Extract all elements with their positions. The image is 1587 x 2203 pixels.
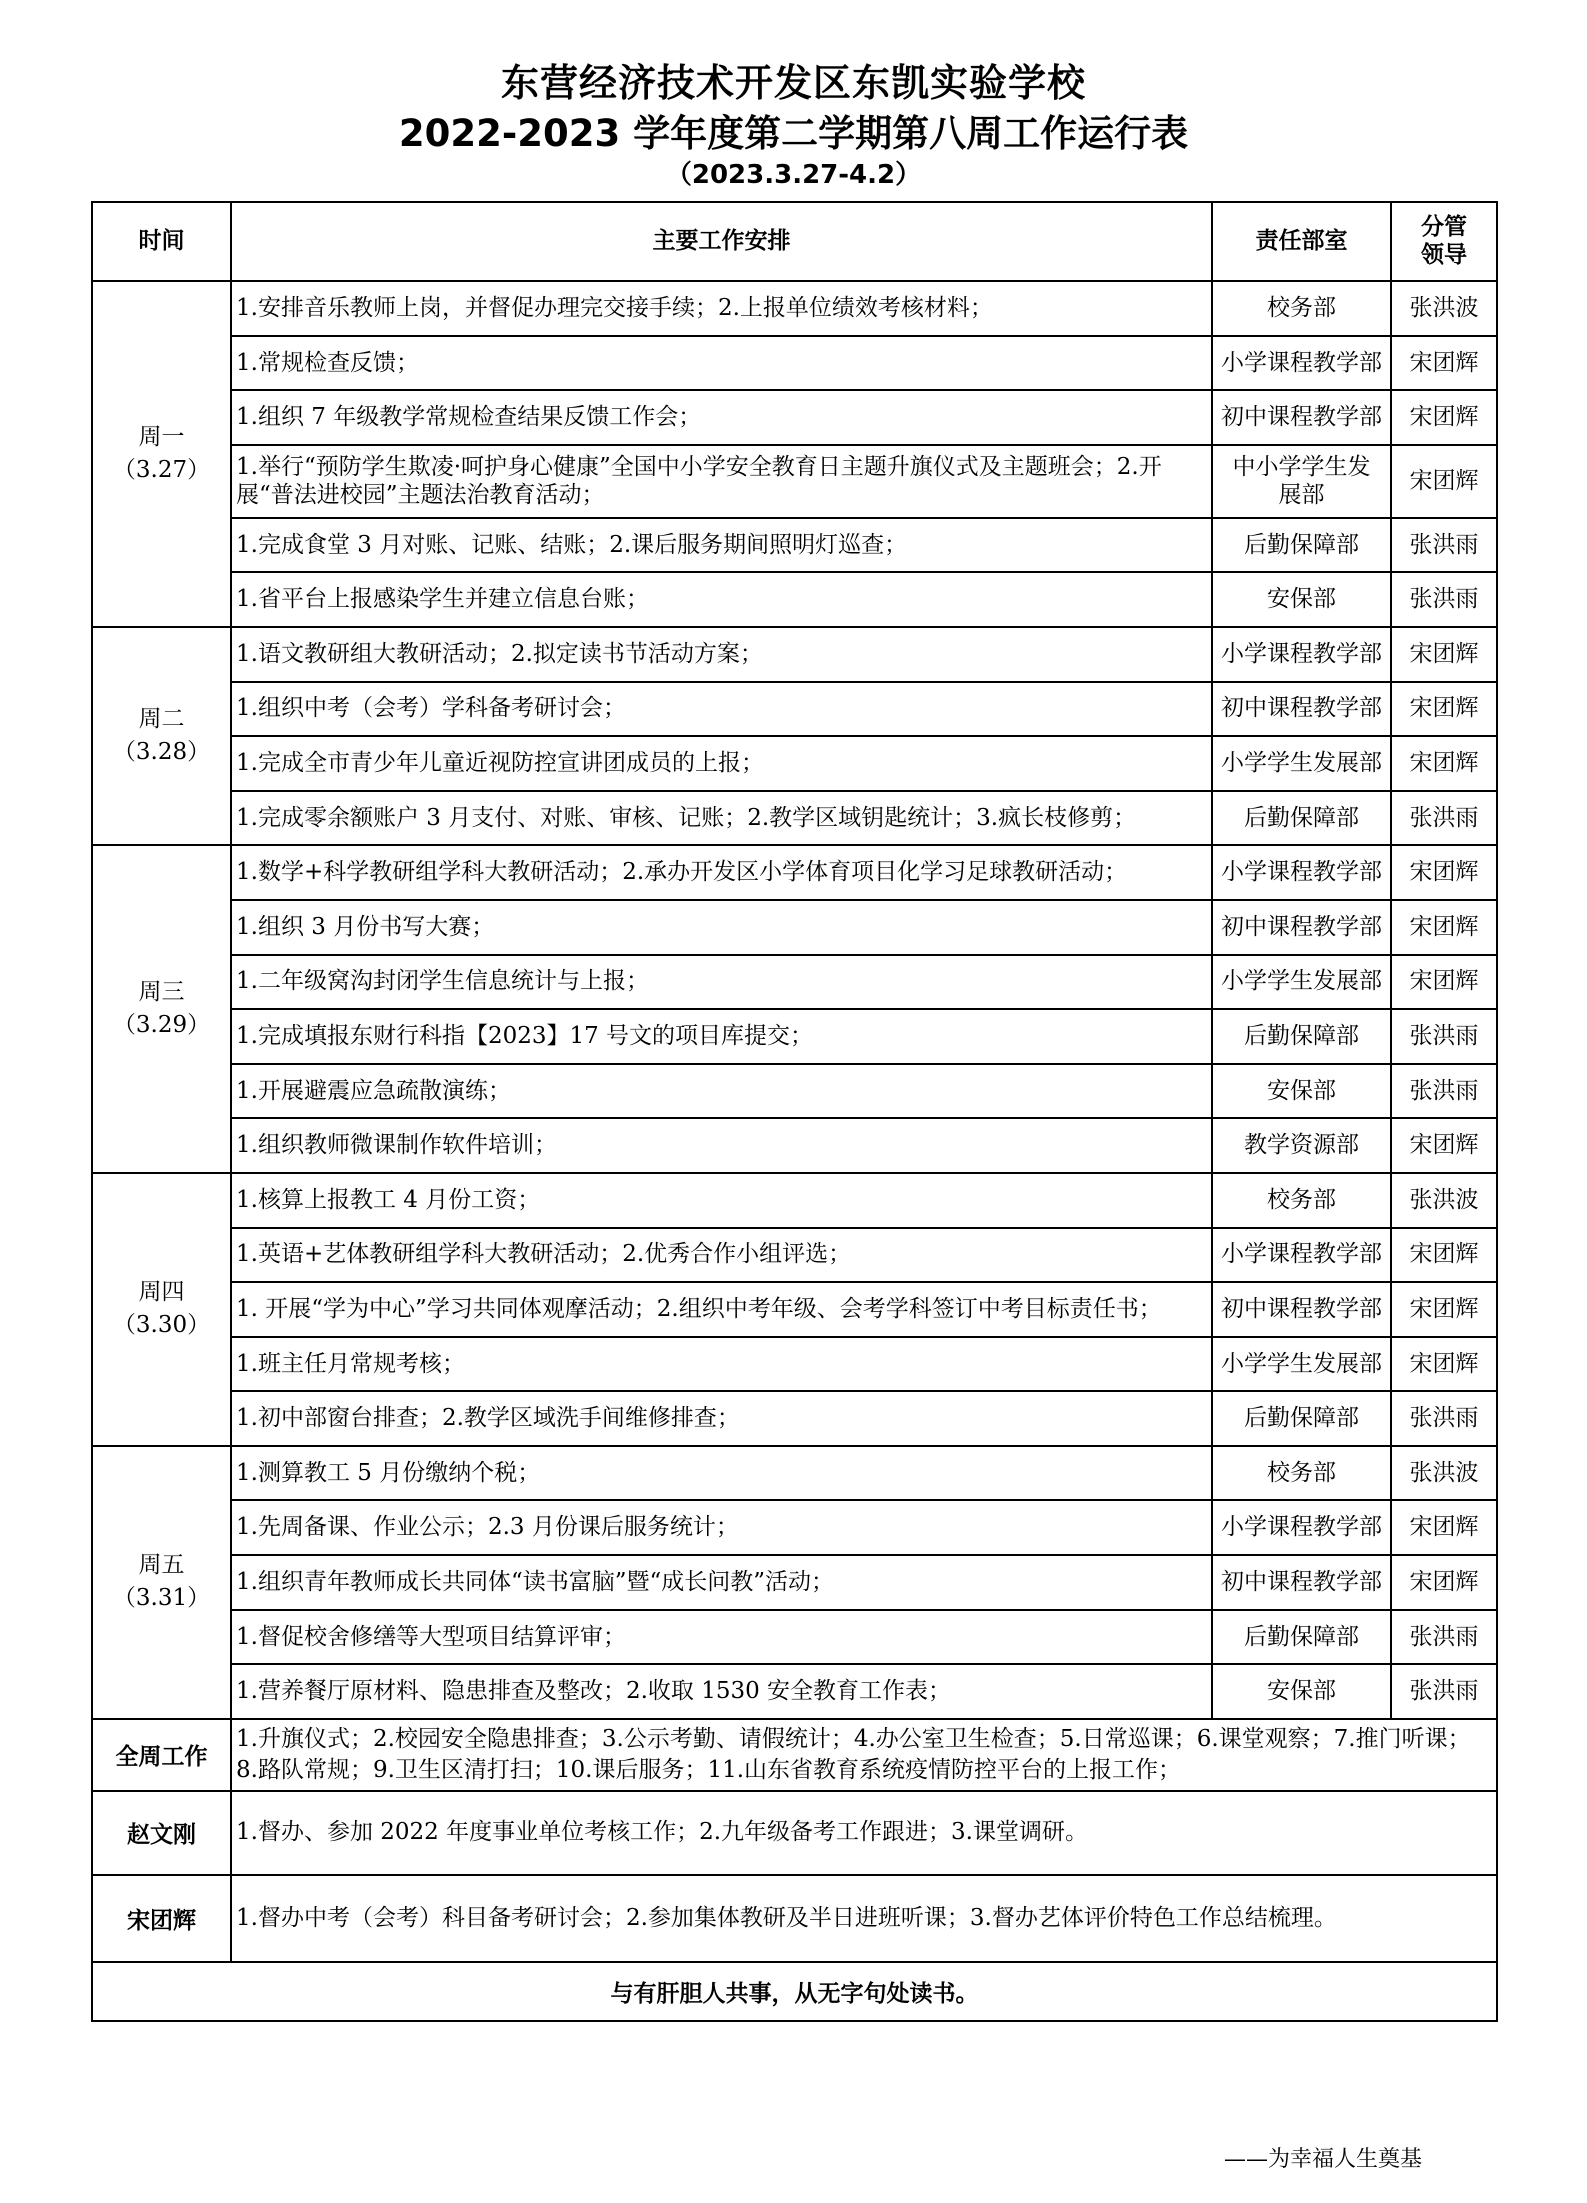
day-cell: [92, 627, 231, 845]
leader-cell: 宋团辉: [1391, 1337, 1497, 1392]
task-cell: 1.班主任月常规考核；: [231, 1337, 1212, 1392]
day-date: （3.31）: [112, 1585, 211, 1612]
task-cell: 1.举行“预防学生欺凌·呵护身心健康”全国中小学安全教育日主题升旗仪式及主题班会；2.开展“普法进校园”主题法治教育活动；: [231, 445, 1212, 518]
table-row: [92, 1555, 1497, 1610]
dept-cell: 安保部: [1212, 1664, 1391, 1719]
leader-cell: 张洪雨: [1391, 572, 1497, 627]
dept-cell: 小学学生发展部: [1212, 736, 1391, 791]
leader-cell: 宋团辉: [1391, 627, 1497, 682]
leader-cell: 张洪雨: [1391, 1391, 1497, 1446]
leader-cell: 张洪雨: [1391, 1064, 1497, 1119]
week-work-label: 全周工作: [92, 1719, 231, 1791]
week-work-row: [92, 1719, 1497, 1791]
week-work-text: 1.升旗仪式；2.校园安全隐患排查；3.公示考勤、请假统计；4.办公室卫生检查；5.日常巡课；6.课堂观察；7.推门听课；8.路队常规；9.卫生区清打扫；10.课后服务；11.山东省教育系统疫情防控平台的上报工作；: [231, 1719, 1497, 1791]
table-row: [92, 281, 1497, 336]
table-row: [92, 1337, 1497, 1392]
dept-cell: 后勤保障部: [1212, 1391, 1391, 1446]
leader-cell: 宋团辉: [1391, 445, 1497, 518]
dept-cell: 小学学生发展部: [1212, 1337, 1391, 1392]
dept-cell: 小学学生发展部: [1212, 955, 1391, 1010]
table-row: [92, 390, 1497, 445]
leader-cell: 宋团辉: [1391, 1500, 1497, 1555]
day-cell: [92, 845, 231, 1173]
table-row: [92, 1282, 1497, 1337]
day-cell: [92, 1446, 231, 1719]
task-cell: 1.二年级窝沟封闭学生信息统计与上报；: [231, 955, 1212, 1010]
dept-cell: 中小学学生发展部: [1212, 445, 1391, 518]
table-row: [92, 845, 1497, 900]
leader-cell: 宋团辉: [1391, 682, 1497, 737]
day-date: （3.29）: [112, 1012, 211, 1039]
dept-cell: 初中课程教学部: [1212, 682, 1391, 737]
leader-row: [92, 1791, 1497, 1875]
leader-text: 1.督办中考（会考）科目备考研讨会；2.参加集体教研及半日进班听课；3.督办艺体评价特色工作总结梳理。: [231, 1875, 1497, 1962]
task-cell: 1.营养餐厅原材料、隐患排查及整改；2.收取 1530 安全教育工作表；: [231, 1664, 1212, 1719]
day-name: 周二: [138, 705, 185, 732]
day-date: （3.28）: [112, 739, 211, 766]
col-time-header: 时间: [92, 202, 231, 281]
leader-cell: 宋团辉: [1391, 390, 1497, 445]
table-row: [92, 518, 1497, 573]
leader-name: 宋团辉: [92, 1875, 231, 1962]
leader-cell: 宋团辉: [1391, 1555, 1497, 1610]
leader-cell: 宋团辉: [1391, 1282, 1497, 1337]
dept-cell: 小学课程教学部: [1212, 1228, 1391, 1283]
task-cell: 1.组织青年教师成长共同体“读书富脑”暨“成长问教”活动；: [231, 1555, 1212, 1610]
table-row: [92, 1064, 1497, 1119]
task-cell: 1.组织中考（会考）学科备考研讨会；: [231, 682, 1212, 737]
dept-cell: 后勤保障部: [1212, 791, 1391, 846]
dept-cell: 小学课程教学部: [1212, 336, 1391, 391]
motto-row: [92, 1962, 1497, 2021]
leader-cell: 张洪雨: [1391, 1009, 1497, 1064]
leader-cell: 张洪雨: [1391, 1664, 1497, 1719]
day-name: 周一: [138, 423, 185, 450]
task-cell: 1.组织 7 年级教学常规检查结果反馈工作会；: [231, 390, 1212, 445]
task-cell: 1.完成全市青少年儿童近视防控宣讲团成员的上报；: [231, 736, 1212, 791]
col-leader-header-line2: 领导: [1421, 241, 1467, 268]
header-row: [92, 202, 1497, 281]
task-cell: 1.测算教工 5 月份缴纳个税；: [231, 1446, 1212, 1501]
task-cell: 1. 开展“学为中心”学习共同体观摩活动；2.组织中考年级、会考学科签订中考目标责任书；: [231, 1282, 1212, 1337]
day-name: 周五: [138, 1552, 185, 1579]
col-dept-header: 责任部室: [1212, 202, 1391, 281]
dept-cell: 小学课程教学部: [1212, 1500, 1391, 1555]
schedule-body: [92, 202, 1497, 2021]
leader-cell: 宋团辉: [1391, 900, 1497, 955]
table-row: [92, 1118, 1497, 1173]
table-row: [92, 572, 1497, 627]
dept-cell: 初中课程教学部: [1212, 390, 1391, 445]
table-row: [92, 682, 1497, 737]
task-cell: 1.完成零余额账户 3 月支付、对账、审核、记账；2.教学区域钥匙统计；3.疯长枝修剪；: [231, 791, 1212, 846]
task-cell: 1.完成食堂 3 月对账、记账、结账；2.课后服务期间照明灯巡查；: [231, 518, 1212, 573]
leader-cell: 张洪波: [1391, 1446, 1497, 1501]
leader-cell: 宋团辉: [1391, 336, 1497, 391]
task-cell: 1.完成填报东财行科指【2023】17 号文的项目库提交；: [231, 1009, 1212, 1064]
leader-cell: 张洪雨: [1391, 518, 1497, 573]
dept-cell: 小学课程教学部: [1212, 845, 1391, 900]
task-cell: 1.开展避震应急疏散演练；: [231, 1064, 1212, 1119]
day-cell: [92, 1173, 231, 1446]
leader-name: 赵文刚: [92, 1791, 231, 1875]
day-date: （3.30）: [112, 1312, 211, 1339]
table-row: [92, 791, 1497, 846]
leader-cell: 宋团辉: [1391, 955, 1497, 1010]
task-cell: 1.督促校舍修缮等大型项目结算评审；: [231, 1610, 1212, 1665]
table-row: [92, 1391, 1497, 1446]
day-cell: [92, 281, 231, 627]
leader-cell: 张洪波: [1391, 281, 1497, 336]
task-cell: 1.语文教研组大教研活动；2.拟定读书节活动方案；: [231, 627, 1212, 682]
task-cell: 1.常规检查反馈；: [231, 336, 1212, 391]
day-date: （3.27）: [112, 456, 211, 483]
task-cell: 1.初中部窗台排查；2.教学区域洗手间维修排查；: [231, 1391, 1212, 1446]
leader-text: 1.督办、参加 2022 年度事业单位考核工作；2.九年级备考工作跟进；3.课堂调研。: [231, 1791, 1497, 1875]
table-row: [92, 336, 1497, 391]
schedule-title: 2022-2023 学年度第二学期第八周工作运行表: [398, 112, 1189, 155]
table-row: [92, 445, 1497, 518]
day-name: 周三: [138, 978, 185, 1005]
table-row: [92, 1664, 1497, 1719]
task-cell: 1.组织 3 月份书写大赛；: [231, 900, 1212, 955]
dept-cell: 初中课程教学部: [1212, 900, 1391, 955]
table-row: [92, 900, 1497, 955]
schedule-table: [91, 201, 1498, 2022]
leader-cell: 张洪雨: [1391, 791, 1497, 846]
school-title: 东营经济技术开发区东凯实验学校: [500, 61, 1086, 105]
dept-cell: 教学资源部: [1212, 1118, 1391, 1173]
col-leader-header: [1391, 202, 1497, 281]
dept-cell: 后勤保障部: [1212, 1009, 1391, 1064]
dept-cell: 后勤保障部: [1212, 518, 1391, 573]
dept-cell: 安保部: [1212, 1064, 1391, 1119]
motto: 与有肝胆人共事，从无字句处读书。: [92, 1962, 1497, 2021]
table-row: [92, 627, 1497, 682]
task-cell: 1.组织教师微课制作软件培训；: [231, 1118, 1212, 1173]
leader-cell: 宋团辉: [1391, 736, 1497, 791]
date-range: （2023.3.27-4.2）: [665, 160, 922, 190]
leader-row: [92, 1875, 1497, 1962]
leader-cell: 宋团辉: [1391, 1228, 1497, 1283]
dept-cell: 初中课程教学部: [1212, 1555, 1391, 1610]
task-cell: 1.省平台上报感染学生并建立信息台账；: [231, 572, 1212, 627]
table-row: [92, 1610, 1497, 1665]
task-cell: 1.核算上报教工 4 月份工资；: [231, 1173, 1212, 1228]
task-cell: 1.英语+艺体教研组学科大教研活动；2.优秀合作小组评选；: [231, 1228, 1212, 1283]
task-cell: 1.先周备课、作业公示；2.3 月份课后服务统计；: [231, 1500, 1212, 1555]
dept-cell: 校务部: [1212, 1173, 1391, 1228]
dept-cell: 校务部: [1212, 281, 1391, 336]
dept-cell: 初中课程教学部: [1212, 1282, 1391, 1337]
leader-cell: 张洪波: [1391, 1173, 1497, 1228]
leader-cell: 宋团辉: [1391, 845, 1497, 900]
leader-cell: 宋团辉: [1391, 1118, 1497, 1173]
table-row: [92, 736, 1497, 791]
leader-cell: 张洪雨: [1391, 1610, 1497, 1665]
table-row: [92, 1446, 1497, 1501]
table-row: [92, 1173, 1497, 1228]
dept-cell: 后勤保障部: [1212, 1610, 1391, 1665]
dept-cell: 校务部: [1212, 1446, 1391, 1501]
dept-cell: 小学课程教学部: [1212, 627, 1391, 682]
table-row: [92, 1500, 1497, 1555]
task-cell: 1.安排音乐教师上岗，并督促办理完交接手续；2.上报单位绩效考核材料；: [231, 281, 1212, 336]
table-row: [92, 955, 1497, 1010]
day-name: 周四: [138, 1279, 185, 1306]
col-main-header: 主要工作安排: [231, 202, 1212, 281]
dept-cell: 安保部: [1212, 572, 1391, 627]
slogan: ——为幸福人生奠基: [1224, 2147, 1423, 2172]
table-row: [92, 1228, 1497, 1283]
table-row: [92, 1009, 1497, 1064]
task-cell: 1.数学+科学教研组学科大教研活动；2.承办开发区小学体育项目化学习足球教研活动；: [231, 845, 1212, 900]
col-leader-header-line1: 分管: [1421, 213, 1467, 240]
